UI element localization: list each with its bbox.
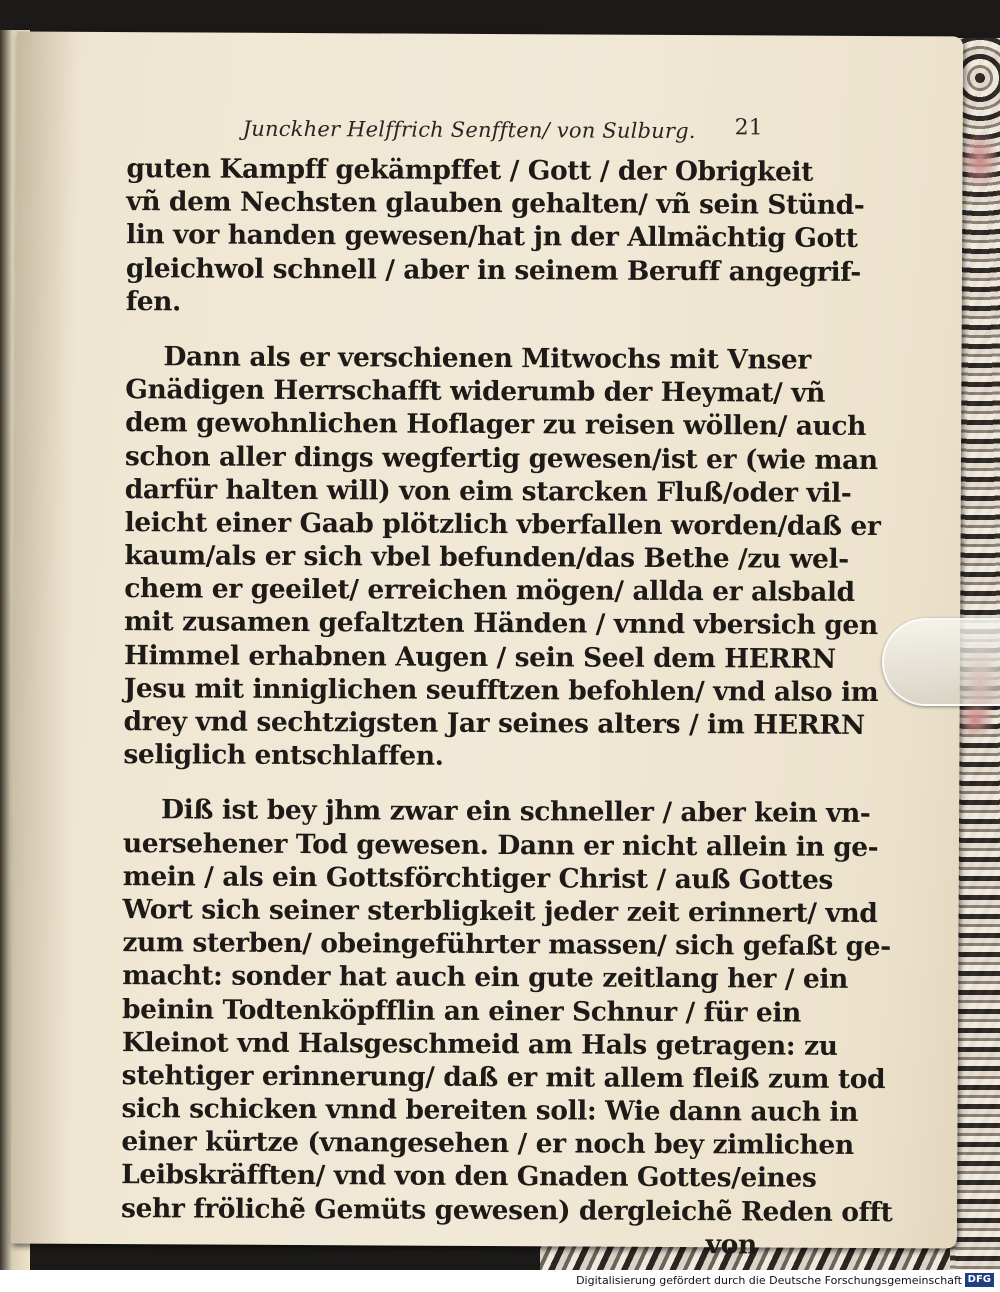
body-text (120, 152, 893, 1261)
text-line: guten Kampff gekämpffet / Gott / der Obrigkeit (126, 153, 814, 188)
text-line: Gnädigen Herrschafft widerumb der Heymat/ vñ (125, 374, 826, 409)
stain (955, 700, 995, 740)
text-line: lin vor handen gewesen/hat jn der Allmächtig Gott (126, 219, 858, 255)
text-line: zum sterben/ obeingeführter massen/ sich gefaßt ge- (122, 927, 891, 963)
text-line: Leibskräfften/ vnd von den Gnaden Gottes/eines (121, 1159, 817, 1195)
text-line: leicht einer Gaab plötzlich vberfallen worden/daß er (124, 506, 881, 542)
book-page (11, 32, 963, 1261)
text-line: schon aller dings wegfertig gewesen/ist er (wie man (124, 440, 878, 476)
text-line: beinin Todtenköpfflin an einer Schnur / für ein (121, 993, 801, 1029)
text-line: drey vnd sechtzigsten Jar seines alters / im HERRN (123, 706, 865, 741)
text-line: sehr frölichẽ Gemüts gewesen) dergleichẽ Reden offt (120, 1192, 893, 1228)
text-line: gleichwol schnell / aber in seinem Beruff angegrif- (125, 252, 861, 288)
text-line: kaum/als er sich vbel befunden/das Bethe /zu wel- (124, 540, 849, 575)
running-title: Junckher Helffrich Senfften/ von Sulburg. (242, 116, 696, 144)
page-number: 21 (734, 115, 763, 141)
text-line: dem gewohnlichen Hoflager zu reisen wöllen/ auch (125, 407, 867, 443)
text-line: darfür halten will) von eim starcken Fluß/oder vil- (124, 473, 852, 509)
text-line: Diß ist bey jhm zwar ein schneller / aber kein vn- (161, 794, 871, 830)
text-line: vñ dem Nechsten glauben gehalten/ vñ sein Stünd- (126, 186, 865, 222)
stain (960, 130, 1000, 190)
page-clip (882, 618, 1000, 706)
text-line: einer kürtze (vnangesehen / er noch bey zimlichen (121, 1126, 854, 1162)
text-line: macht: sonder hat auch ein gute zeitlang her / ein (122, 960, 849, 996)
text-line: sich schicken vnnd bereiten soll: Wie dann auch in (121, 1093, 859, 1129)
text-line: uersehener Tod gewesen. Dann er nicht allein in ge- (122, 827, 879, 863)
text-line: Dann als er verschienen Mitwochs mit Vnser (163, 341, 812, 376)
text-line: Himmel erhabnen Augen / sein Seel dem HERRN (123, 639, 836, 675)
catchword: von (705, 1228, 757, 1261)
text-line: Wort sich seiner sterbligkeit jeder zeit erinnert/ vnd (122, 894, 878, 929)
text-line: chem er geeilet/ erreichen mögen/ allda er alsbald (124, 573, 855, 609)
dfg-logo: DFG (965, 1273, 994, 1287)
text-line: Jesu mit inniglichen seufftzen befohlen/ vnd also im (123, 672, 879, 708)
text-line: Kleinot vnd Halsgeschmeid am Hals getragen: zu (121, 1026, 838, 1062)
text-line: fen. (125, 285, 182, 318)
text-line: seliglich entschlaffen. (123, 739, 444, 772)
funding-credit: Digitalisierung gefördert durch die Deutsche Forschungsgemeinschaft (576, 1274, 962, 1287)
text-line: stehtiger erinnerung/ daß er mit allem fleiß zum tod (121, 1059, 886, 1095)
text-line: mein / als ein Gottsförchtiger Christ / auß Gottes (122, 860, 834, 896)
text-line: mit zusamen gefaltzten Händen / vnnd vbersich gen (124, 606, 878, 642)
